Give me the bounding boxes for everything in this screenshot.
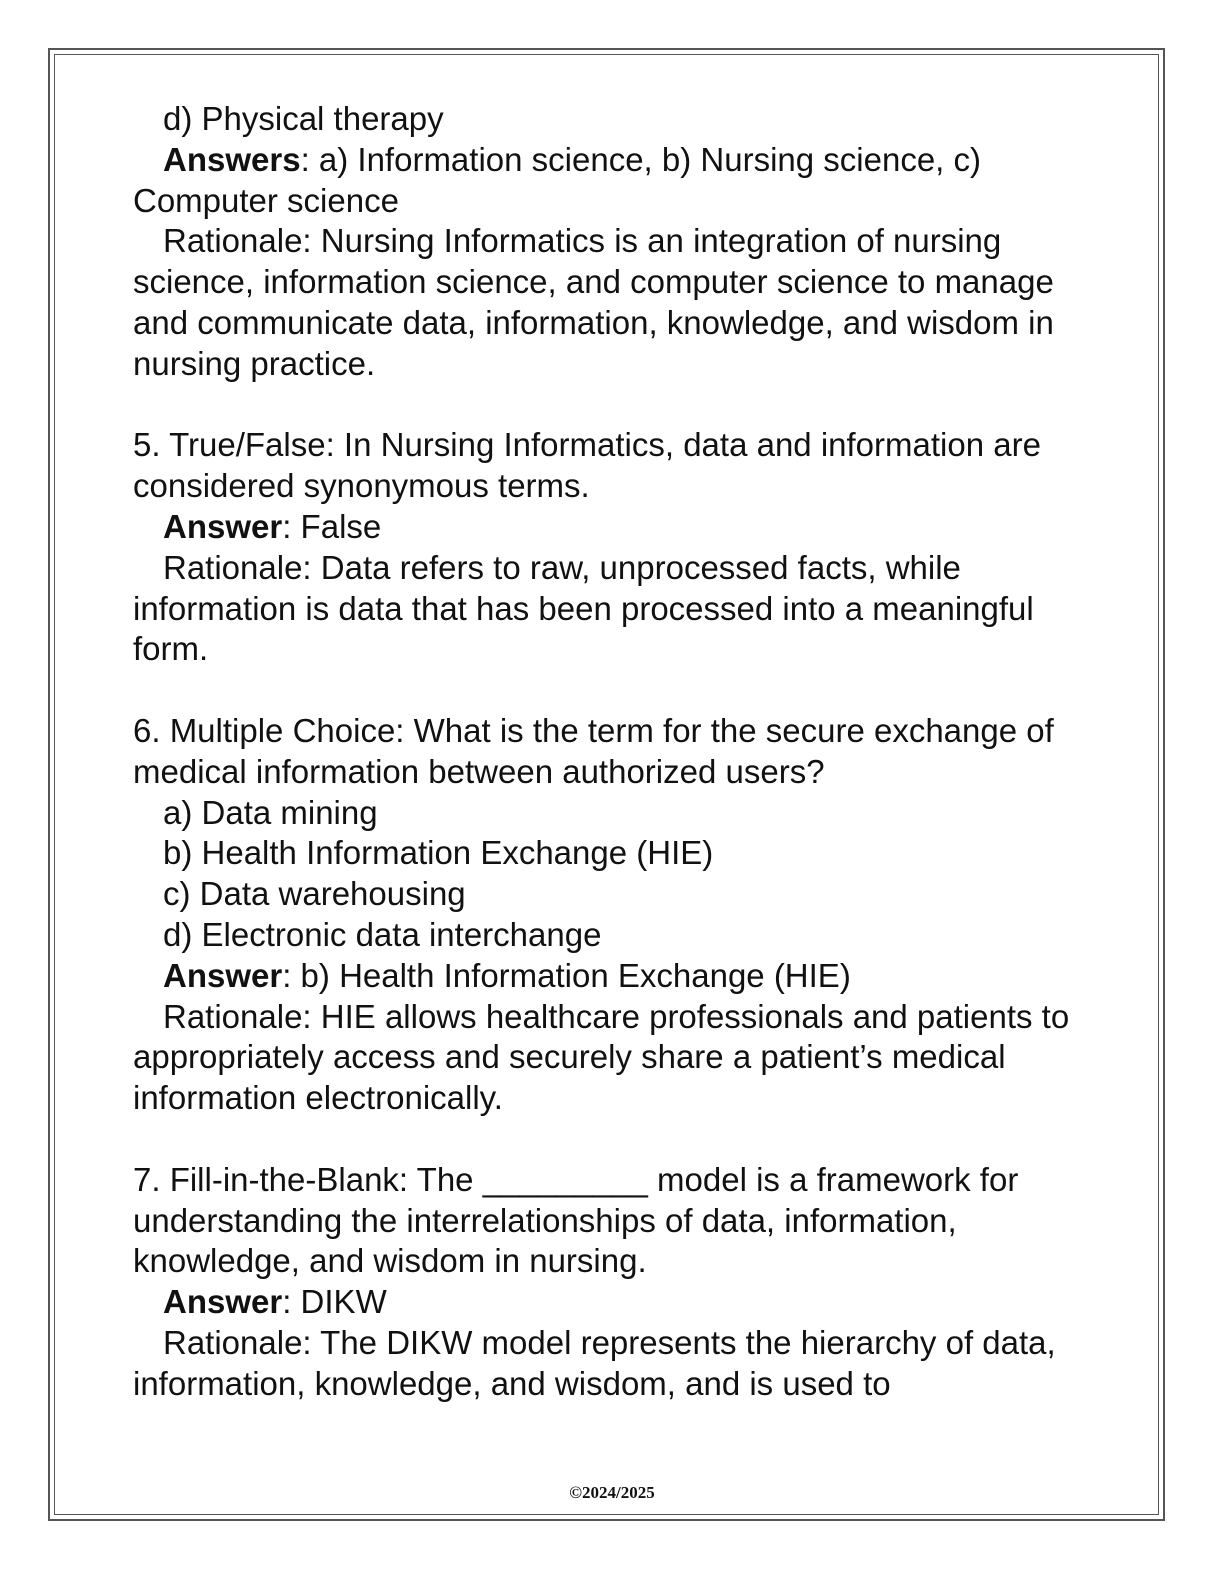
answer-text: : b) Health Information Exchange (HIE) [282, 956, 851, 994]
q7-question: 7. Fill-in-the-Blank: The _________ model is a framework for understanding the interrelationships of data, information, knowledge, and wisdom in nursing. [133, 1160, 1019, 1280]
copyright-footer: ©2024/2025 [569, 1483, 655, 1502]
q6-option-a: a) Data mining [163, 793, 378, 831]
spacer [133, 670, 1093, 711]
q6-option-d: d) Electronic data interchange [163, 915, 602, 953]
q5-question: 5. True/False: In Nursing Informatics, data and information are considered synonymous terms. [133, 426, 1041, 505]
answer-text: : a) Information science, b) Nursing science, c) Computer science [133, 140, 981, 219]
answer-label: Answer [163, 1283, 283, 1321]
q6-question: 6. Multiple Choice: What is the term for the secure exchange of medical information between authorized users? [133, 711, 1054, 790]
answer-text: : False [282, 507, 382, 545]
answer-text: : DIKW [282, 1283, 387, 1321]
q5-rationale: Rationale: Data refers to raw, unprocessed facts, while information is data that has been processed into a meaningful form. [133, 548, 1034, 668]
q5-answer [133, 507, 1093, 548]
q6-option-c: c) Data warehousing [163, 875, 466, 913]
q7-rationale: Rationale: The DIKW model represents the hierarchy of data, information, knowledge, and wisdom, and is used to [133, 1323, 1056, 1402]
q4-rationale: Rationale: Nursing Informatics is an integration of nursing science, information science, and computer science to manage and communicate data, information, knowledge, and wisdom in nursing practice. [133, 222, 1054, 382]
q7-answer [133, 1282, 1093, 1323]
spacer [133, 1119, 1093, 1160]
option-d-previous: d) Physical therapy [163, 100, 444, 137]
q6-answer [133, 956, 1093, 997]
document-body [133, 99, 1093, 1405]
q6-rationale: Rationale: HIE allows healthcare professionals and patients to appropriately access and securely share a patient’s medical information electronically. [133, 997, 1070, 1117]
answer-label: Answer [163, 956, 283, 994]
q6-option-b: b) Health Information Exchange (HIE) [163, 834, 714, 872]
answer-label: Answer [163, 507, 283, 545]
answer-label: Answers [163, 140, 301, 178]
spacer [133, 385, 1093, 426]
q4-answer [133, 140, 1093, 222]
